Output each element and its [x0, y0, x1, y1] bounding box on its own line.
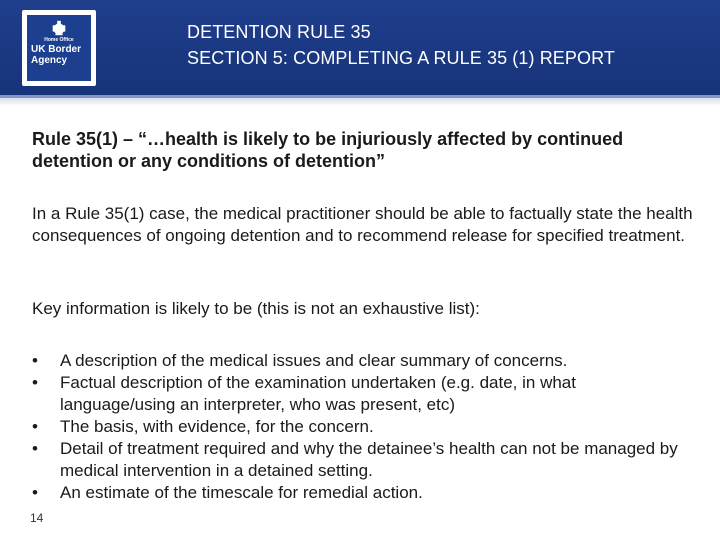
list-item [32, 372, 692, 416]
logo-line-2: Agency [31, 54, 68, 66]
list-item [32, 350, 692, 372]
logo-home-office-text: Home Office [44, 37, 74, 43]
list-item-text: A description of the medical issues and clear summary of concerns. [60, 351, 568, 370]
header-shadow [0, 98, 720, 106]
logo-panel [27, 15, 91, 81]
list-item [32, 416, 692, 438]
list-item [32, 438, 692, 482]
slide-title: DETENTION RULE 35 [187, 22, 371, 42]
list-item-text: Detail of treatment required and why the detainee’s health can not be managed by medical intervention in a detained setting. [60, 439, 678, 480]
slide-subtitle: SECTION 5: COMPLETING A RULE 35 (1) REPORT [187, 48, 615, 68]
rule-heading: Rule 35(1) – “…health is likely to be injuriously affected by continued detention or any conditions of detention” [32, 129, 624, 171]
bullet-icon: • [32, 351, 38, 370]
logo-line-1: UK Border [31, 44, 82, 55]
slide-header [0, 0, 720, 95]
bullet-icon: • [32, 439, 38, 458]
key-information-list [32, 350, 692, 504]
list-item-text: The basis, with evidence, for the concern. [60, 417, 374, 436]
royal-crest-icon [50, 19, 68, 37]
list-item [32, 482, 692, 504]
intro-paragraph: In a Rule 35(1) case, the medical practitioner should be able to factually state the health consequences of ongoing detention and to recommend release for specified treatment. [32, 204, 693, 245]
bullet-icon: • [32, 417, 38, 436]
list-item-text: An estimate of the timescale for remedial action. [60, 483, 423, 502]
logo-agency-text [31, 45, 87, 66]
uk-border-agency-logo [22, 10, 96, 86]
bullet-icon: • [32, 373, 38, 392]
page-number: 14 [30, 511, 44, 525]
key-information-paragraph: Key information is likely to be (this is not an exhaustive list): [32, 299, 480, 318]
bullet-icon: • [32, 483, 38, 502]
list-item-text: Factual description of the examination undertaken (e.g. date, in what language/using an interpreter, who was present, etc) [60, 373, 576, 414]
